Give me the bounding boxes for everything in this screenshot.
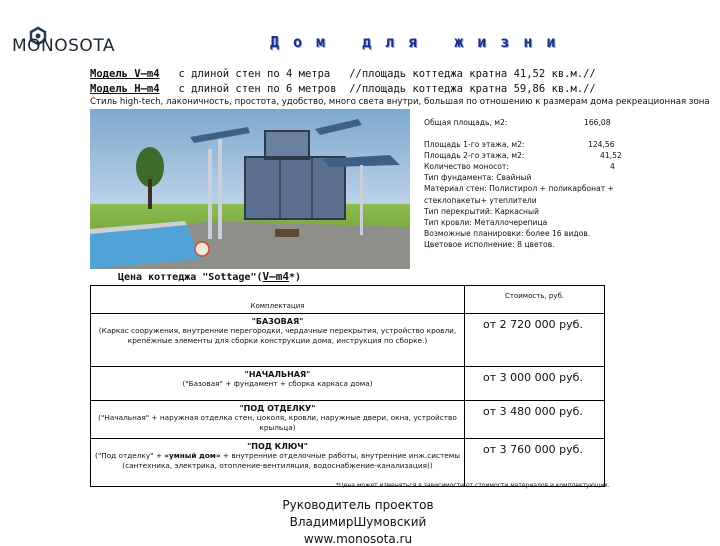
table-header-row <box>91 286 605 314</box>
spec-total-area: Общая площадь, м2: 166,08 <box>424 118 611 127</box>
spec-monosota-count: Количество моносот: 4 <box>424 162 615 172</box>
package-desc: ("Начальная" + наружная отделка стен, цоколя, кровли, наружные двери, окна, устройство крыльца) <box>98 413 457 432</box>
model-note: //площадь коттеджа кратна 41,52 кв.м.// <box>349 68 596 80</box>
package-desc: ("Под отделку" + «умный дом» + внутренние отделочные работы, внутренние инж.системы (сантехника, электрика, отопление-вентиляция, водоснабжение-канализация)) <box>95 451 460 470</box>
spec-floor1-area: Площадь 1-го этажа, м2: 124,56 <box>424 140 615 150</box>
spec-line: Тип фундамента: Свайный <box>424 173 532 183</box>
tagline: Дом для жизни <box>270 33 570 51</box>
spec-line: Тип перекрытий: Каркасный <box>424 206 539 216</box>
package-name: "НАЧАЛЬНАЯ" <box>244 370 311 379</box>
package-name: "БАЗОВАЯ" <box>251 317 304 326</box>
price-caption: Цена коттеджа "Sottage"(V–m4*) <box>118 270 302 283</box>
model-desc: с длиной стен по 6 метров <box>178 83 337 95</box>
package-price: от 3 000 000 руб. <box>483 371 583 384</box>
signature-title: Руководитель проектов <box>282 498 434 512</box>
specs-block <box>424 117 622 250</box>
spec-line: стеклопакеты+ утеплители <box>424 195 537 205</box>
model-name: Модель V–m4 <box>90 68 160 80</box>
table-row <box>91 401 605 439</box>
package-price: от 2 720 000 руб. <box>483 318 583 331</box>
model-desc: с длиной стен по 4 метра <box>178 68 331 80</box>
spec-line: Тип кровли: Металлочерепица <box>424 217 548 227</box>
model-line-v <box>90 68 596 80</box>
spec-line: Материал стен: Полистирол + поликарбонат + <box>424 184 614 194</box>
spec-floor2-area: Площадь 2-го этажа, м2: 41,52 <box>424 151 622 161</box>
table-row <box>91 314 605 367</box>
model-note: //площадь коттеджа кратна 59,86 кв.м.// <box>349 83 596 95</box>
signature-name: ВладимирШумовский <box>289 515 427 529</box>
website-link[interactable]: www.monosota.ru <box>303 532 413 546</box>
header-price: Стоимость, руб. <box>465 286 605 314</box>
model-line-h <box>90 83 596 95</box>
brand-name: MONOSOTA <box>12 36 116 56</box>
package-name: "ПОД КЛЮЧ" <box>247 442 308 451</box>
model-name: Модель H–m4 <box>90 83 160 95</box>
spec-line: Цветовое исполнение: 8 цветов. <box>424 239 555 249</box>
style-description: Стиль high-tech, лаконичность, простота, удобство, много света внутри, большая по отношению к размерам дома рекреационная зона <box>90 97 710 107</box>
package-name: "ПОД ОТДЕЛКУ" <box>239 404 316 413</box>
price-footnote: *Цена может изменяться в зависимости от стоимости материалов и комплектующих. <box>336 482 610 489</box>
table-row <box>91 439 605 487</box>
package-desc: (Каркас сооружения, внутренние перегородки, чердачные перекрытия, устройство кровли, крепёжные элементы для сборки конструкции дома, инструкция по сборке.) <box>98 326 457 345</box>
header-package: Комплектация <box>91 286 465 314</box>
price-table <box>90 285 605 487</box>
package-price: от 3 480 000 руб. <box>483 405 583 418</box>
package-desc: ("Базовая" + фундамент + сборка каркаса дома) <box>182 379 373 388</box>
table-row <box>91 367 605 401</box>
spec-line: Возможные планировки: более 16 видов. <box>424 228 591 238</box>
package-price: от 3 760 000 руб. <box>483 443 583 456</box>
cottage-photo <box>90 109 410 269</box>
